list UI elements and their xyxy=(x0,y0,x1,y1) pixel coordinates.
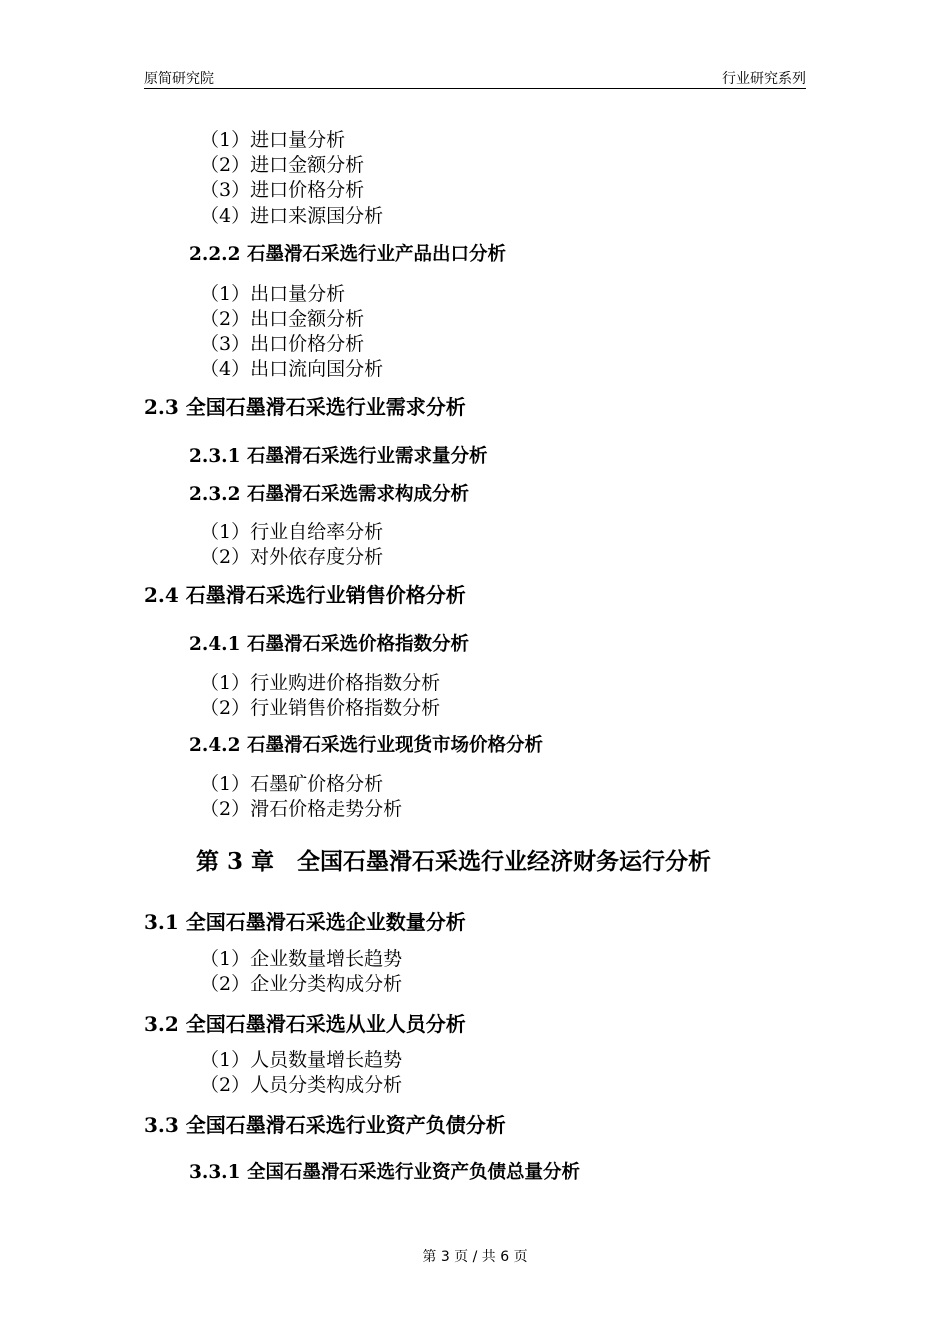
toc-line-2: （3）进口价格分析 xyxy=(200,179,365,201)
toc-line-3: （4）进口来源国分析 xyxy=(200,205,384,227)
toc-line-12: （1）行业自给率分析 xyxy=(200,521,384,543)
toc-line-28: 3.3 全国石墨滑石采选行业资产负债分析 xyxy=(144,1113,506,1137)
toc-line-20: （2）滑石价格走势分析 xyxy=(200,798,403,820)
toc-line-19: （1）石墨矿价格分析 xyxy=(200,773,384,795)
toc-line-15: 2.4.1 石墨滑石采选价格指数分析 xyxy=(189,634,469,655)
toc-line-13: （2）对外依存度分析 xyxy=(200,546,384,568)
toc-line-9: 2.3 全国石墨滑石采选行业需求分析 xyxy=(144,395,466,419)
toc-line-29: 3.3.1 全国石墨滑石采选行业资产负债总量分析 xyxy=(189,1162,580,1183)
toc-line-10: 2.3.1 石墨滑石采选行业需求量分析 xyxy=(189,446,488,467)
toc-line-1: （2）进口金额分析 xyxy=(200,154,365,176)
toc-line-27: （2）人员分类构成分析 xyxy=(200,1074,403,1096)
toc-line-8: （4）出口流向国分析 xyxy=(200,358,384,380)
toc-line-6: （2）出口金额分析 xyxy=(200,308,365,330)
toc-line-11: 2.3.2 石墨滑石采选需求构成分析 xyxy=(189,484,469,505)
toc-line-18: 2.4.2 石墨滑石采选行业现货市场价格分析 xyxy=(189,735,543,756)
toc-line-21: 第 3 章 全国石墨滑石采选行业经济财务运行分析 xyxy=(196,848,712,875)
toc-line-17: （2）行业销售价格指数分析 xyxy=(200,697,441,719)
toc-line-14: 2.4 石墨滑石采选行业销售价格分析 xyxy=(144,583,466,607)
toc-line-26: （1）人员数量增长趋势 xyxy=(200,1049,403,1071)
toc-line-25: 3.2 全国石墨滑石采选从业人员分析 xyxy=(144,1012,466,1036)
toc-line-23: （1）企业数量增长趋势 xyxy=(200,948,403,970)
toc-line-24: （2）企业分类构成分析 xyxy=(200,973,403,995)
toc-line-16: （1）行业购进价格指数分析 xyxy=(200,672,441,694)
toc-line-4: 2.2.2 石墨滑石采选行业产品出口分析 xyxy=(189,244,506,265)
header-right-series: 行业研究系列 xyxy=(722,71,806,87)
toc-line-7: （3）出口价格分析 xyxy=(200,333,365,355)
toc-line-22: 3.1 全国石墨滑石采选企业数量分析 xyxy=(144,910,466,934)
toc-line-5: （1）出口量分析 xyxy=(200,283,346,305)
page-footer: 第 3 页 / 共 6 页 xyxy=(422,1249,528,1265)
toc-line-0: （1）进口量分析 xyxy=(200,129,346,151)
header-left-org: 原简研究院 xyxy=(144,71,214,87)
